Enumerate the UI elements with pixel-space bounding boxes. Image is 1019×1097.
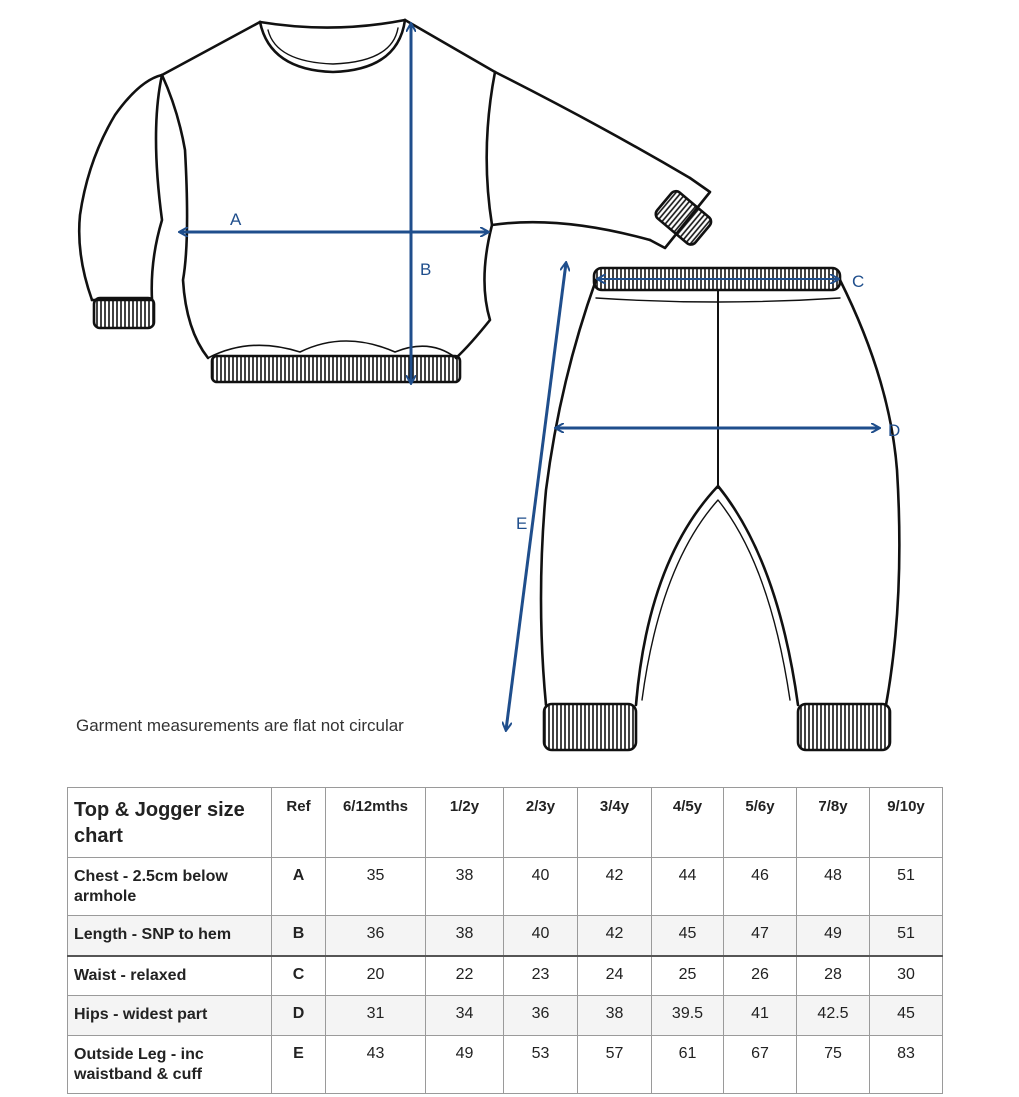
size-header: 6/12mths [326,788,426,858]
table-row [68,858,943,916]
cell-value: 49 [797,916,870,956]
cell-value: 38 [426,858,504,916]
table-row [68,956,943,996]
cell-value: 30 [870,956,943,996]
row-label: Hips - widest part [68,996,272,1036]
row-label: Outside Leg - inc waistband & cuff [68,1036,272,1094]
size-header: 9/10y [870,788,943,858]
row-ref: D [272,996,326,1036]
cell-value: 38 [426,916,504,956]
cell-value: 26 [724,956,797,996]
row-label: Length - SNP to hem [68,916,272,956]
label-d: D [888,421,901,440]
cell-value: 22 [426,956,504,996]
table-row [68,1036,943,1094]
cell-value: 45 [652,916,724,956]
row-label: Chest - 2.5cm below armhole [68,858,272,916]
cell-value: 42.5 [797,996,870,1036]
cell-value: 28 [797,956,870,996]
cell-value: 45 [870,996,943,1036]
cell-value: 53 [504,1036,578,1094]
cell-value: 57 [578,1036,652,1094]
size-chart-table [67,787,943,1094]
cell-value: 51 [870,858,943,916]
cell-value: 36 [504,996,578,1036]
cell-value: 42 [578,916,652,956]
label-e: E [516,514,528,533]
cell-value: 48 [797,858,870,916]
cell-value: 40 [504,916,578,956]
label-c: C [852,272,865,291]
ref-header: Ref [272,788,326,858]
cell-value: 31 [326,996,426,1036]
table-row [68,996,943,1036]
cell-value: 23 [504,956,578,996]
cell-value: 43 [326,1036,426,1094]
cell-value: 49 [426,1036,504,1094]
cell-value: 35 [326,858,426,916]
joggers-drawing [541,268,899,750]
size-header: 3/4y [578,788,652,858]
sweatshirt-drawing [79,20,713,382]
cell-value: 36 [326,916,426,956]
size-header: 1/2y [426,788,504,858]
cell-value: 41 [724,996,797,1036]
cell-value: 42 [578,858,652,916]
cell-value: 44 [652,858,724,916]
row-ref: C [272,956,326,996]
cell-value: 40 [504,858,578,916]
cell-value: 25 [652,956,724,996]
table-row [68,916,943,956]
label-a: A [230,210,242,229]
row-ref: E [272,1036,326,1094]
cell-value: 39.5 [652,996,724,1036]
cell-value: 75 [797,1036,870,1094]
cell-value: 51 [870,916,943,956]
cell-value: 83 [870,1036,943,1094]
cell-value: 67 [724,1036,797,1094]
size-header: 2/3y [504,788,578,858]
cell-value: 38 [578,996,652,1036]
row-label: Waist - relaxed [68,956,272,996]
label-b: B [420,260,432,279]
row-ref: B [272,916,326,956]
row-ref: A [272,858,326,916]
table-header-row [68,788,943,858]
size-header: 5/6y [724,788,797,858]
cell-value: 46 [724,858,797,916]
cell-value: 24 [578,956,652,996]
cell-value: 47 [724,916,797,956]
measurement-note: Garment measurements are flat not circular [76,716,404,735]
measure-line-e [506,263,566,730]
cell-value: 61 [652,1036,724,1094]
table-title: Top & Jogger size chart [68,788,272,858]
cell-value: 34 [426,996,504,1036]
size-header: 7/8y [797,788,870,858]
size-header: 4/5y [652,788,724,858]
cell-value: 20 [326,956,426,996]
